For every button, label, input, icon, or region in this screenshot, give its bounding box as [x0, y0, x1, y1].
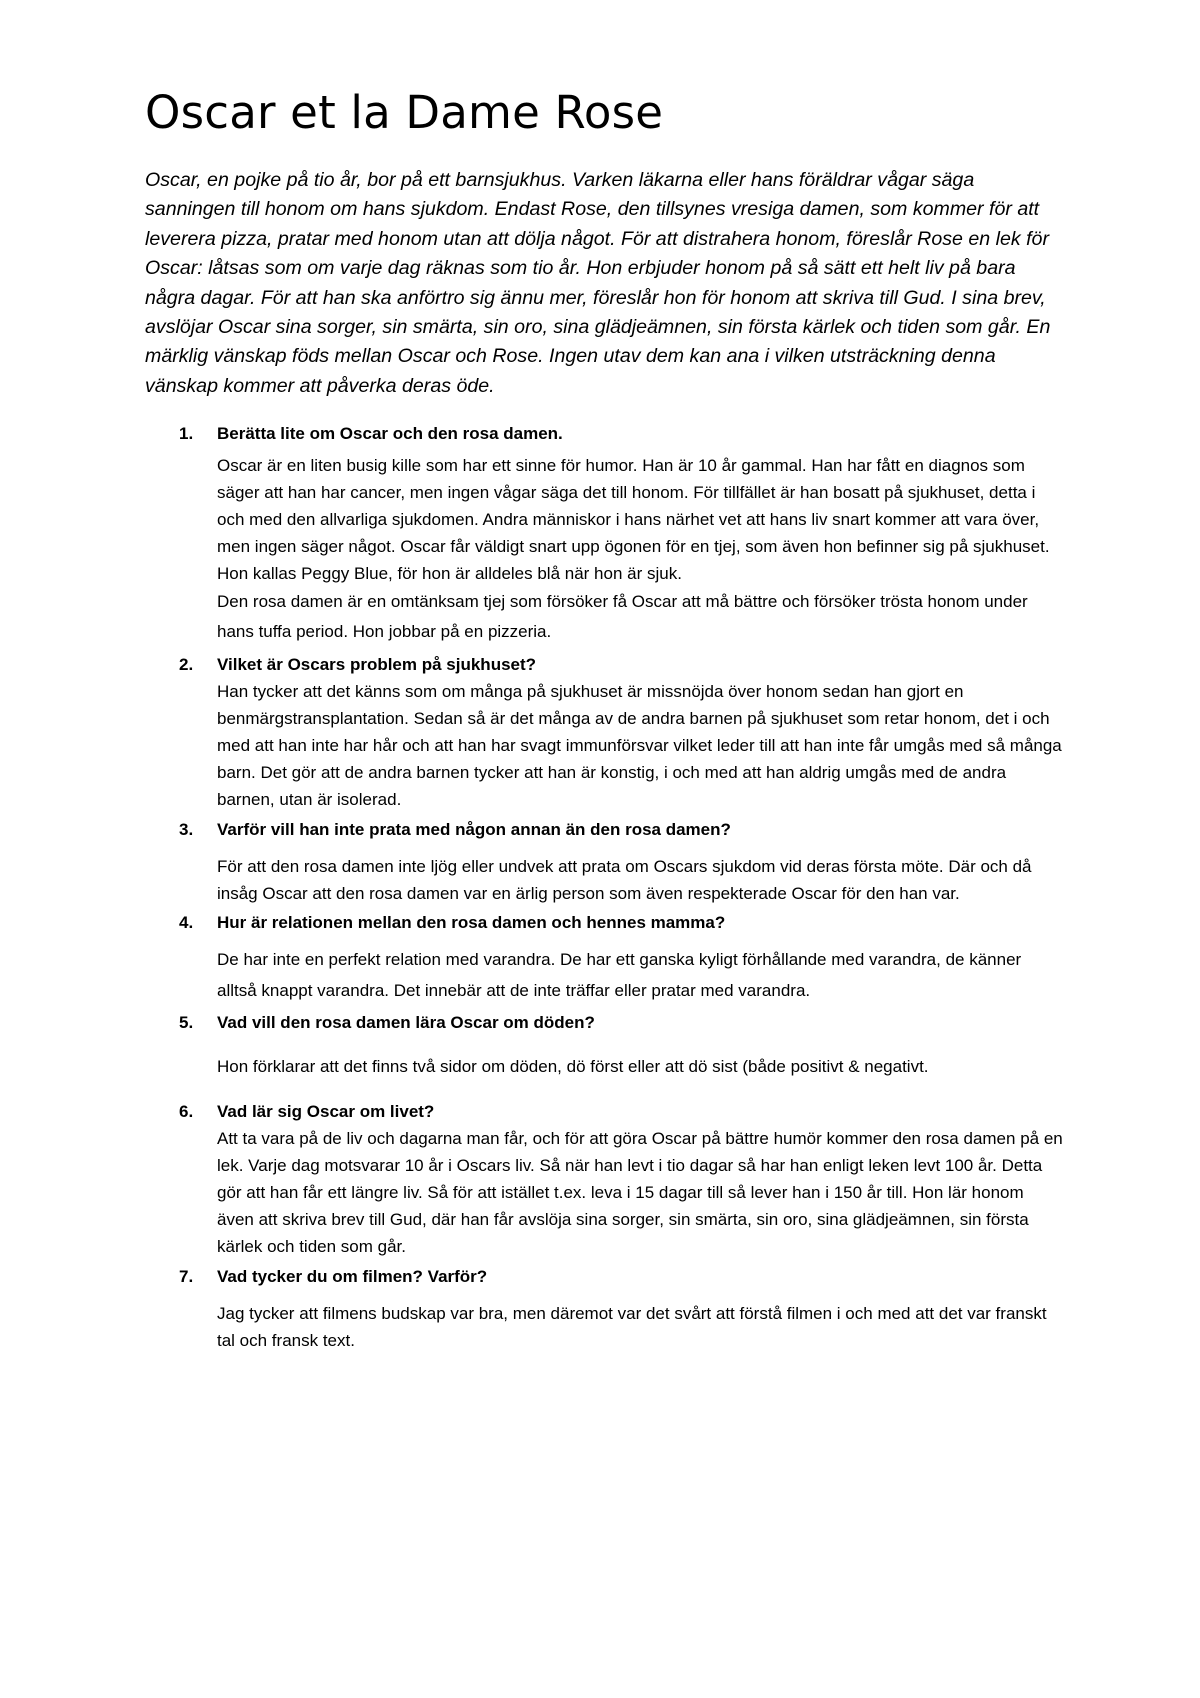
answer-text: Jag tycker att filmens budskap var bra, men däremot var det svårt att förstå filmen i och med att det var franskt tal och fransk text. [217, 1304, 1047, 1351]
document-page [145, 82, 1065, 1354]
answer-text: Han tycker att det känns som om många på sjukhuset är missnöjda över honom sedan han gjort en benmärgstransplantation. Sedan så är det många av de andra barnen på sjukhuset som retar honom, det i och med att han inte har hår och att han har svagt immunförsvar vilket leder till att han inte får umgås med så många barn. Det gör att de andra barnen tycker att han är konstig, i och med att han aldrig umgås med de andra barnen, utan är isolerad. [217, 682, 1062, 810]
answer-text: Hon förklarar att det finns två sidor om döden, dö först eller att dö sist (både positivt & negativt. [217, 1057, 929, 1077]
question-number: 4. [179, 913, 194, 933]
question-text: Berätta lite om Oscar och den rosa damen. [217, 424, 563, 444]
answer-text: Den rosa damen är en omtänksam tjej som försöker få Oscar att må bättre och försöker trösta honom under hans tuffa period. Hon jobbar på en pizzeria. [217, 592, 1028, 642]
answer-text: Oscar är en liten busig kille som har ett sinne för humor. Han är 10 år gammal. Han har fått en diagnos som säger att han har cancer, men ingen vågar säga det till honom. För tillfället är han bosatt på sjukhuset, detta i och med den allvarliga sjukdomen. Andra människor i hans närhet vet att hans liv snart kommer att vara över, men ingen säger något. Oscar får väldigt snart upp ögonen för en tjej, som även hon befinner sig på sjukhuset. Hon kallas Peggy Blue, för hon är alldeles blå när hon är sjuk. [217, 456, 1050, 584]
question-item [145, 1263, 1065, 1354]
question-number: 5. [179, 1013, 194, 1033]
answer-text: Att ta vara på de liv och dagarna man får, och för att göra Oscar på bättre humör kommer den rosa damen på en lek. Varje dag motsvarar 10 år i Oscars liv. Så när han levt i tio dagar så har han enligt leken levt 100 år. Detta gör att han får ett längre liv. Så för att istället t.ex. leva i 15 dagar till så lever han i 150 år till. Hon lär honom även att skriva brev till Gud, där han får avslöja sina sorger, sin smärta, sin oro, sina glädjeämnen, sin första kärlek och tiden som går. [217, 1129, 1063, 1257]
question-item [145, 1009, 1065, 1088]
question-text: Vad tycker du om filmen? Varför? [217, 1267, 488, 1287]
question-text: Vilket är Oscars problem på sjukhuset? [217, 655, 537, 675]
question-text: Hur är relationen mellan den rosa damen och hennes mamma? [217, 913, 726, 933]
answer-text: För att den rosa damen inte ljög eller undvek att prata om Oscars sjukdom vid deras första möte. Där och då insåg Oscar att den rosa damen var en ärlig person som även respekterade Oscar för den han var. [217, 857, 1032, 904]
question-number: 6. [179, 1102, 194, 1122]
question-item [145, 909, 1065, 1006]
question-item [145, 420, 1065, 647]
question-number: 3. [179, 820, 194, 840]
question-list [145, 420, 1065, 1354]
question-text: Varför vill han inte prata med någon annan än den rosa damen? [217, 820, 731, 840]
question-number: 7. [179, 1267, 194, 1287]
question-text: Vad lär sig Oscar om livet? [217, 1102, 435, 1122]
intro-paragraph: Oscar, en pojke på tio år, bor på ett barnsjukhus. Varken läkarna eller hans föräldrar vågar säga sanningen till honom om hans sjukdom. Endast Rose, den tillsynes vresiga damen, som kommer för att leverera pizza, pratar med honom utan att dölja något. För att distrahera honom, föreslår Rose en lek för Oscar: låtsas som om varje dag räknas som tio år. Hon erbjuder honom på så sätt ett helt liv på bara några dagar. För att han ska anförtro sig ännu mer, föreslår hon för honom att skriva till Gud. I sina brev, avslöjar Oscar sina sorger, sin smärta, sin oro, sina glädjeämnen, sin första kärlek och tiden som går. En märklig vänskap föds mellan Oscar och Rose. Ingen utav dem kan ana i vilken utsträckning denna vänskap kommer att påverka deras öde. [145, 169, 1051, 397]
question-item [145, 1098, 1065, 1260]
question-text: Vad vill den rosa damen lära Oscar om döden? [217, 1013, 595, 1033]
question-item [145, 816, 1065, 907]
answer-text: De har inte en perfekt relation med varandra. De har ett ganska kyligt förhållande med varandra, de känner alltså knappt varandra. Det innebär att de inte träffar eller pratar med varandra. [217, 950, 1022, 1001]
document-title: Oscar et la Dame Rose [145, 86, 664, 139]
question-number: 2. [179, 655, 194, 675]
question-item [145, 651, 1065, 813]
question-number: 1. [179, 424, 194, 444]
